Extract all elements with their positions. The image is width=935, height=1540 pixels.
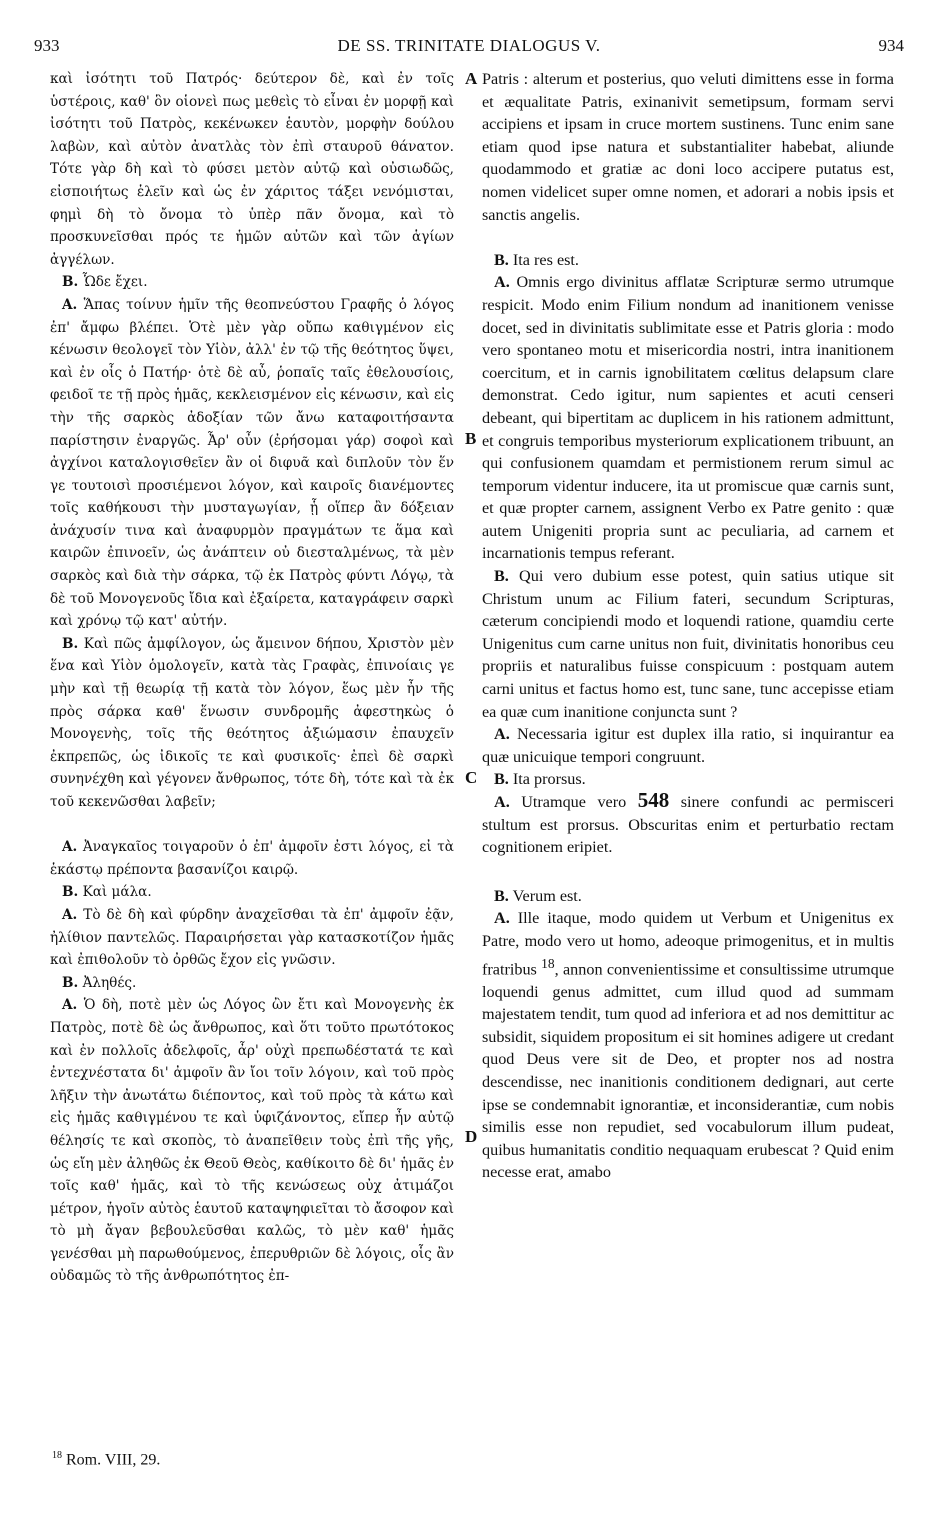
margin-marker-b: B	[465, 429, 477, 448]
greek-paragraph: B. Καὶ μάλα.	[62, 884, 152, 901]
footnote-number: 18	[52, 1450, 62, 1461]
page-number-right: 934	[878, 36, 904, 55]
greek-paragraph: B. Ἀληθές.	[62, 974, 137, 991]
latin-paragraph: A. Omnis ergo divinitus afflatæ Scripturæ sermo utrumque respicit. Modo enim Filium nondum ad inanitionem venisse docet, sed in divinitatis sublimitate esse et Patris gloria : modo vero spontaneo motu et misericordia nostri, intra inanitionem coercitum, et in carnis ignobilitatem cœlitus delapsum clare demonstrat. Cedo igitur, num sapientes et acuti censeri debeant, qui bipertitam ac duplicem in his rationem admittunt, et congruis temporibus mysteriorum explicationem tribuunt, an qui confusionem quamdam et permistionem rerum simul ac temporum videntur inducere, ita ut promiscue quæ carnis sunt, et quæ propter carnem, assignent Verbo ex Patre genito : quæ autem Unigeniti propria sunt ac peculiaria, ad carnem et incarnationis tempus referant.	[482, 273, 894, 563]
page-number-left: 933	[34, 36, 60, 55]
greek-paragraph: καὶ ἰσότητι τοῦ Πατρός· δεύτερον δὲ, καὶ ἐν τοῖς ὑστέροις, καθ' ὃν οἱονεὶ πως μεθεὶς τὸ εἶναι ἐν μορφῇ καὶ ἰσότητι τοῦ Πατρὸς, κεκένωκεν ἑαυτὸν, μορφὴν δούλου λαβὼν, καὶ αὐτὸν ἀνατλὰς τὸν ἐπὶ σταυροῦ θάνατον. Τότε γὰρ δὴ καὶ τὸ φύσει μετὸν αὐτῷ καὶ οὐσιωδῶς, εἰσποιήτως ἑλεῖν καὶ ὡς ἐν χάριτος τάξει νενόμισται, φημὶ δὴ τὸ ὄνομα τὸ ὑπὲρ πᾶν ὄνομα, καὶ τὸ προσκυνεῖσθαι πρός τε ἡμῶν αὐτῶν καὶ τῶν ἁγίων ἀγγέλων.	[50, 71, 454, 268]
margin-marker-a: A	[465, 69, 478, 88]
latin-paragraph: A. Ille itaque, modo quidem ut Verbum et Unigenitus ex Patre, modo vero ut homo, adeoque primogenitus, et in multis fratribus $^{18}$, annon convenientissime et consultissime utrumque loquendi genus admittet, cum illud quod ad summam majestatem tendit, tum quod ad inferiora et ad nos demittitur ac subsidit, siquidem propositum ei sit homines adigere ut credant quod Deus vere sit de Deo, et propter nos ad nostra descendisse, nec inanitionis conditionem dedignari, aut certe ipse se condemnabit ignorantiæ, et inconsiderantiæ, cum nobis similis esse non repudiet, sed vocabulorum illum pudeat, quibus humanitatis conditio nequaquam erubescat ? Quid enim necesse erat, amabo	[482, 909, 894, 1182]
greek-paragraph: B. Ὧδε ἔχει.	[62, 274, 148, 291]
greek-paragraph: B. Καὶ πῶς ἀμφίλογον, ὡς ἄμεινον δήπου, Χριστὸν μὲν ἕνα καὶ Υἱὸν ὁμολογεῖν, κατὰ τὰς Γραφὰς, ἐπινοίαις γε μὴν καὶ τῇ θεωρίᾳ τῇ κατὰ τὸν λόγον, ἕως μὲν ἦν τῆς πρὸς σάρκα καθ' ἕνωσιν συνδρομῆς ἀφεστηκὼς ὁ Μονογενὴς, τοῖς τῆς θεότητος ἀξιώμασιν ἐπαυχεῖν ἐκπρεπῶς, ὡς ἰδικοῖς τε καὶ φυσικοῖς· ἐπεὶ δὲ σαρκὶ συνηνέχθη καὶ γέγονεν ἄνθρωπος, τότε δὴ, τότε καὶ τὰ ἐκ τοῦ κεκενῶσθαι λαβεῖν;	[50, 635, 454, 810]
margin-marker-d: D	[465, 1127, 478, 1146]
greek-column	[50, 68, 454, 1288]
footnote-reference: 18	[541, 955, 555, 971]
margin-marker-c: C	[465, 768, 478, 787]
latin-paragraph: B. Verum est.	[494, 886, 582, 905]
greek-paragraph: A. Ἀναγκαῖος τοιγαροῦν ὁ ἐπ' ἀμφοῖν ἐστι λόγος, εἰ τὰ ἑκάστῳ πρέποντα βασανίζοι καιρῷ.	[50, 839, 454, 878]
greek-paragraph: A. Ἅπας τοίνυν ἡμῖν τῆς θεοπνεύστου Γραφῆς ὁ λόγος ἐπ' ἄμφω βλέπει. Ὁτὲ μὲν γὰρ οὔπω καθιγμένον εἰς κένωσιν θεολογεῖ τὸν Υἱὸν, ἀλλ' ἐν τῷ τῆς θεότητος ὕψει, καὶ ἐν οἷς ὁ Πατήρ· ὁτὲ δὲ αὖ, ῥοπαῖς ταῖς ἐθελουσίοις, φειδοῖ τε τῇ πρὸς ἡμᾶς, κεκλεισμένον εἰς κένωσιν, καὶ εἰς τὴν τῆς σαρκὸς ἀδοξίαν τῶν ἄνω καταφοιτήσαντα παρίστησιν ἐναργῶς. Ἆρ' οὖν (ἐρήσομαι γάρ) σοφοὶ καὶ ἀγχίνοι καταλογισθεῖεν ἂν οἱ διφυᾶ καὶ διπλοῦν τὸν ἕν γε τουτοισὶ προσιέμενοι λόγον, καὶ καιροῖς διανέμοντες τοῖς καθήκουσι τὴν μυσταγωγίαν, ᾗ οἵπερ ἂν δόξειαν ἀνάχυσίν τινα καὶ ἀναφυρμὸν πραγμάτων τε ἅμα καὶ καιρῶν ἐπινοεῖν, ὡς ἀνάπτειν οὐ διεσταλμένως, τὰ μὲν σαρκὸς καὶ διὰ τὴν σάρκα, τῷ ἐκ Πατρὸς φύντι Λόγῳ, τὰ δὲ τοῦ Μονογενοῦς ἴδια καὶ ἐξαίρετα, καταγράφειν σαρκὶ καὶ χρόνῳ τῷ κατ' αὐτήν.	[50, 296, 454, 630]
latin-paragraph: B. Ita res est.	[494, 250, 579, 269]
latin-paragraph: B. Qui vero dubium esse potest, quin satius utique sit Christum unum ac Filium fateri, secundum Scripturas, cæterum concipiendi modo et loquendi ratione, quamdiu certe Unigenitus cum carne unitus non fuit, divinitatis honoribus ceu propriis et naturalibus fuisse conspicuum : postquam autem carni unitus et factus homo est, tunc sane, tunc accepisse etiam ea quæ cum inanitione conjuncta sunt ?	[482, 567, 894, 721]
greek-paragraph: A. Τὸ δὲ δὴ καὶ φύρδην ἀναχεῖσθαι τὰ ἐπ' ἀμφοῖν ἐᾷν, ἠλίθιον παντελῶς. Παραιρήσεται γὰρ κατασκοτίζον ἡμᾶς καὶ ἐπιθολοῦν τὸ ὀρθῶς ἔχον εἰς γνῶσιν.	[50, 906, 455, 969]
latin-paragraph: B. Ita prorsus.	[494, 770, 586, 789]
running-header	[34, 36, 904, 60]
footnote-text: Rom. VIII, 29.	[66, 1451, 161, 1469]
latin-paragraph: A. Utramque vero 548 sinere confundi ac permisceri stultum est prorsus. Obscuritas enim et perturbatio rectam cognitionem eripiet.	[482, 788, 895, 857]
latin-paragraph: A. Necessaria igitur est duplex illa ratio, si inquirantur ea quæ unicuique tempori congruunt.	[482, 725, 895, 766]
footnote	[52, 1450, 160, 1469]
greek-paragraph: A. Ὁ δὴ, ποτὲ μὲν ὡς Λόγος ὢν ἔτι καὶ Μονογενὴς ἐκ Πατρὸς, ποτὲ δὲ ὡς ἄνθρωπος, καὶ ὅτι τοῦτο πρωτότοκος καὶ ἐν πολλοῖς ἀδελφοῖς, ἆρ' οὐχὶ πρεπωδέστατά τε καὶ ἐντεχνέστατα δι' ἀμφοῖν ἂν ἴοι τοῖν λόγοιν, καὶ τοῦ πρὸς λῆξιν τὴν ἀνωτάτω διέποντος, καὶ τοῦ πρὸς τὰ κάτω καὶ εἰς ἡμᾶς καθιγμένου τε καὶ ὑφιζάνοντος, εἴπερ ἦν αὐτῷ θέλησίς τε καὶ σκοπὸς, τὸ ἀναπεῖθειν τοὺς ἐπὶ τῆς γῆς, ὡς εἴη μὲν ἀληθῶς ἐκ Θεοῦ Θεὸς, καθίκοιτο δὲ δι' ἡμᾶς ἐν τοῖς καθ' ἡμᾶς, καὶ τὸ τῆς κενώσεως οὐχ ἀτιμάζοι μέτρον, ἡγοῖν αὐτὸς ἑαυτοῦ καταψηφιεῖται τὸ ἄσοφον καὶ τὸ μὴ ἄγαν βεβουλεῦσθαι καλῶς, τὸ μὲν καθ' ἡμᾶς γενέσθαι μὴ παρωθούμενος, ἐπερυθριῶν δὲ λόγοις, οἷς ἂν οὐδαμῶς τὸ τῆς ἀνθρωπότητος ἐπ-	[50, 997, 454, 1285]
running-title: DE SS. TRINITATE DIALOGUS V.	[337, 36, 601, 55]
column-number: 548	[637, 788, 670, 812]
latin-paragraph: Patris : alterum et posterius, quo veluti dimittens esse in forma et æqualitate Patris, exinanivit semetipsum, formam servi accipiens et ipsam in cruce mortem sustinens. Tunc enim sane etiam quod ipse natura et substantialiter habebat, aliunde quodammodo et gratiæ ac doni loco accipere putatus est, nomen videlicet super omne nomen, et adorari a nobis ipsis et sanctis angelis.	[482, 70, 894, 224]
latin-column	[482, 68, 894, 1184]
